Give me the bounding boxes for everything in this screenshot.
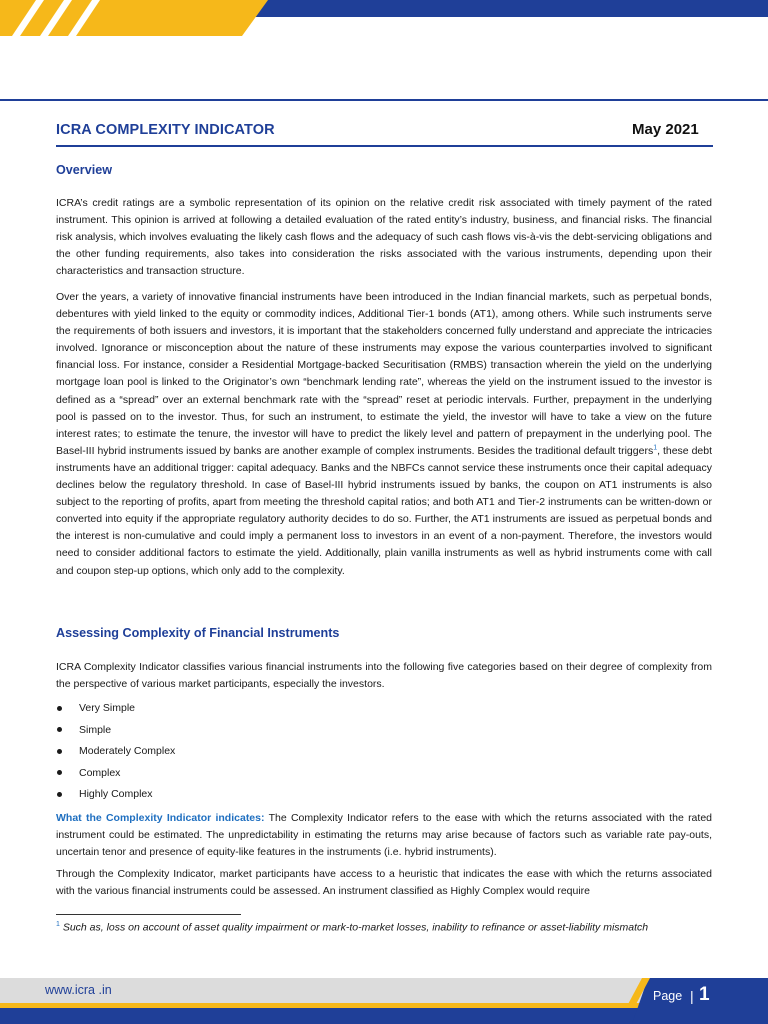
list-item — [56, 765, 175, 787]
title-rule — [56, 145, 713, 147]
list-item — [56, 722, 175, 744]
header-rule — [0, 99, 768, 101]
what-indicator-paragraph — [56, 810, 712, 861]
bullet-icon — [57, 792, 62, 797]
website-link[interactable]: www.icra .in — [45, 983, 112, 997]
footer-yellow-line — [0, 1003, 660, 1008]
footnote-reference[interactable]: 1 — [653, 444, 658, 452]
page-number: 1 — [699, 984, 710, 1005]
overview-paragraph-2-part-b: , these debt instruments have an additional trigger: capital adequacy. Banks and the NBFCs cannot service these instruments once their capital adequacy declines below the regulatory threshold. In case of Basel-III hybrid instruments issued by banks, the coupon on AT1 instruments is also subject to the reporting of profits, apart from meeting the threshold capital ratios; and both AT1 and Tier-2 instruments can be written-down or converted into equity if the appropriate regulatory authority decides to do so. Further, the AT1 instruments are issued as perpetual bonds and the interest is non-cumulative and could imply a permanent loss to investors in an event of a non-payment. Therefore, the investors would need to consider additional factors to estimate the yield. Additionally, plain vanilla instruments as well as hybrid instruments come with call and coupon step-up options, which only add to the complexity. — [56, 444, 713, 577]
header-band — [0, 0, 768, 36]
overview-heading: Overview — [56, 163, 113, 177]
category-list — [56, 700, 175, 808]
page-label: Page — [653, 989, 683, 1003]
footnote-text: Such as, loss on account of asset quality impairment or mark-to-market losses, inability to refinance or asset-liability mismatch — [59, 921, 649, 934]
list-item-label: Complex — [79, 766, 121, 779]
list-item — [56, 786, 175, 808]
list-item-label: Moderately Complex — [79, 745, 176, 757]
document-date: May 2021 — [632, 121, 699, 138]
footnote-rule — [56, 914, 241, 915]
footnote — [56, 921, 648, 934]
page-separator: | — [690, 988, 694, 1004]
bullet-icon — [57, 706, 62, 711]
bullet-icon — [57, 770, 62, 775]
overview-paragraph-1: ICRA’s credit ratings are a symbolic representation of its opinion on the relative credit risk associated with timely payment of the rated instrument. This opinion is arrived at following a detailed evaluation of the rated entity’s industry, business, and financial risks. The financial risk analysis, which involves evaluating the likely cash flows and the adequacy of such cash flows vis-à-vis the debt-servicing obligations and the other funding requirements, also takes into consideration the risks associated with the various instruments, depending upon their characteristics and transaction structure. — [56, 197, 712, 278]
list-item — [56, 743, 175, 765]
assessing-paragraph-1: ICRA Complexity Indicator classifies various financial instruments into the following five categories based on their degree of complexity from the perspective of various market participants, especially the investors. — [56, 661, 712, 691]
list-item — [56, 700, 175, 722]
closing-paragraph: Through the Complexity Indicator, market participants have access to a heuristic that indicates the ease with which the returns associated with the various financial instruments could be assessed. An instrument classified as Highly Complex would require — [56, 868, 712, 898]
what-indicator-lead: What the Complexity Indicator indicates: — [56, 812, 265, 824]
what-indicator-text: The Complexity Indicator refers to the ease with which the returns associated with the rated instrument could be estimated. The unpredictability in estimating the returns may arise because of factors such as variable rate pay-outs, uncertain tenor and presence of equity-like features in the instruments (i.e. hybrid instruments). — [56, 812, 712, 859]
list-item-label: Highly Complex — [79, 788, 153, 800]
list-item-label: Simple — [79, 723, 112, 736]
document-title: ICRA COMPLEXITY INDICATOR — [56, 122, 275, 138]
overview-paragraph-2-part-a: Over the years, a variety of innovative financial instruments have been introduced in the Indian financial markets, such as perpetual bonds, debentures with yield linked to the equity or commodity indices, Additional Tier-1 bonds (AT1), among others. While such instruments serve the requirements of both issuers and investors, it is important that the stakeholders concerned fully understand and appreciate the intricacies involved. Ignorance or misconception about the nature of these instruments may expose the various counterparties involved to significant financial loss. For instance, consider a Residential Mortgage-backed Securitisation (RMBS) transaction wherein the yield on the underlying mortgage loan pool is linked to the Originator’s own “benchmark lending rate”, whereas the yield on the instrument issued to the investor is defined as a “spread” over an external benchmark rate with the “spread” reset at periodic intervals. Further, prepayment in the underlying pool is passed on to the investor. Thus, for such an instrument, to estimate the yield, the investor will have to take a view on the future interest rates; to estimate the tenure, the investor will have to predict the likely level and pattern of prepayment in the underlying pool. The Basel-III hybrid instruments issued by banks are another example of complex instruments. Besides the traditional default triggers — [56, 291, 712, 457]
assessing-heading: Assessing Complexity of Financial Instruments — [56, 626, 340, 640]
bullet-icon — [57, 749, 62, 754]
overview-paragraph-2 — [56, 289, 712, 580]
bullet-icon — [57, 727, 62, 732]
list-item-label: Very Simple — [79, 702, 136, 714]
footnote-mark: 1 — [56, 921, 60, 928]
